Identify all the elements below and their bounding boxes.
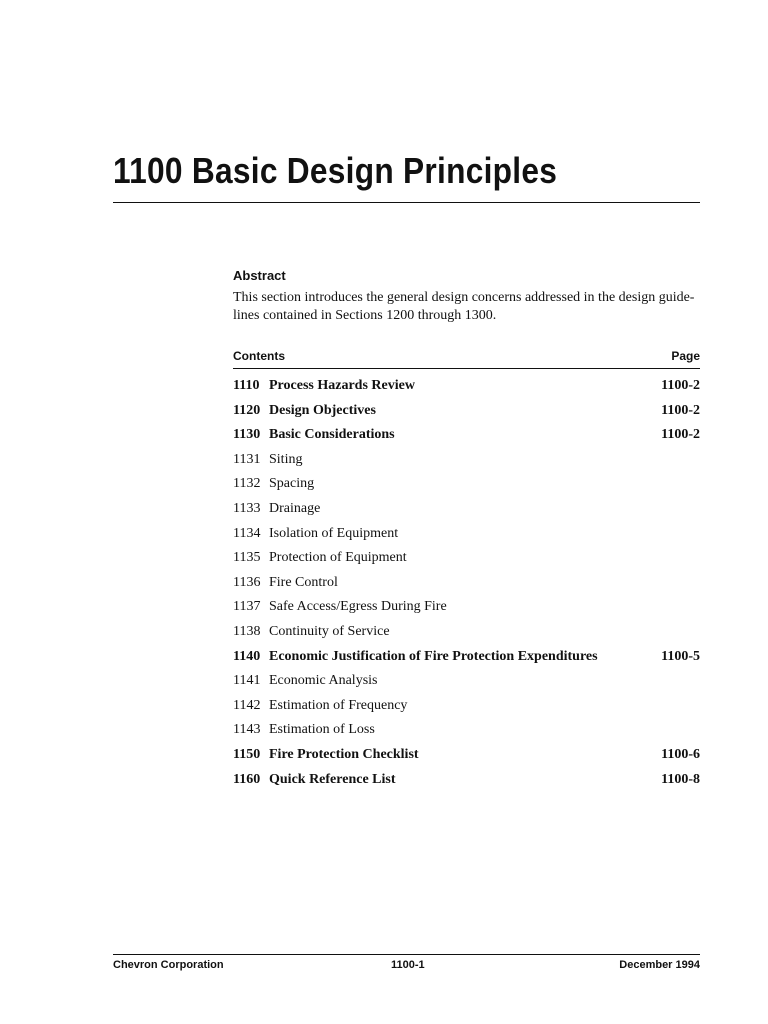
toc-entry-title: Protection of Equipment xyxy=(269,550,407,566)
footer-divider xyxy=(113,954,700,955)
toc-entry-number: 1133 xyxy=(233,500,261,516)
toc-entry-title: Design Objectives xyxy=(269,402,376,418)
toc-entry-number: 1150 xyxy=(233,746,261,762)
toc-entry-page: 1100-2 xyxy=(661,427,700,443)
toc-entry-number: 1138 xyxy=(233,623,261,639)
toc-entry-number: 1142 xyxy=(233,697,261,713)
toc-entry xyxy=(233,598,700,623)
toc-entry-page: 1100-6 xyxy=(661,746,700,762)
page-column-label: Page xyxy=(671,349,700,363)
toc-entry-title: Fire Protection Checklist xyxy=(269,746,419,762)
toc-entry-title: Spacing xyxy=(269,476,315,492)
toc-entry-title: Process Hazards Review xyxy=(269,378,415,393)
table-of-contents xyxy=(233,377,700,795)
toc-entry xyxy=(233,500,700,525)
toc-entry-title: Continuity of Service xyxy=(269,623,390,639)
toc-entry-title: Estimation of Frequency xyxy=(269,697,408,713)
contents-label: Contents xyxy=(233,349,285,363)
toc-entry-number: 1160 xyxy=(233,771,261,787)
toc-entry xyxy=(233,721,700,746)
footer-company: Chevron Corporation xyxy=(113,959,224,971)
toc-entry-number: 1140 xyxy=(233,648,261,664)
toc-entry xyxy=(233,451,700,476)
toc-entry-title: Economic Analysis xyxy=(269,673,378,689)
toc-entry xyxy=(233,697,700,722)
toc-entry-number: 1136 xyxy=(233,574,261,590)
toc-entry-title: Basic Considerations xyxy=(269,427,395,443)
toc-entry-number: 1120 xyxy=(233,402,261,418)
contents-header xyxy=(233,349,700,367)
toc-entry-title: Economic Justification of Fire Protection Expenditures xyxy=(269,648,598,664)
toc-entry-page: 1100-2 xyxy=(661,378,700,393)
toc-entry xyxy=(233,549,700,574)
toc-entry-page: 1100-2 xyxy=(661,402,700,418)
toc-entry-title: Siting xyxy=(269,451,303,467)
page-title: 1100 Basic Design Principles xyxy=(113,150,558,191)
toc-entry-title: Estimation of Loss xyxy=(269,722,375,738)
toc-entry-number: 1137 xyxy=(233,599,261,615)
title-divider xyxy=(113,202,700,203)
toc-entry-number: 1132 xyxy=(233,476,261,492)
footer-page-number: 1100-1 xyxy=(391,959,425,971)
toc-entry xyxy=(233,672,700,697)
toc-entry-title: Quick Reference List xyxy=(269,771,396,787)
toc-entry-title: Isolation of Equipment xyxy=(269,525,399,541)
toc-entry xyxy=(233,402,700,427)
toc-entry-number: 1143 xyxy=(233,722,261,738)
toc-entry-number: 1135 xyxy=(233,550,261,566)
footer-date: December 1994 xyxy=(619,959,700,971)
toc-entry xyxy=(233,623,700,648)
toc-entry-number: 1134 xyxy=(233,525,261,541)
abstract-heading: Abstract xyxy=(233,268,286,283)
toc-entry xyxy=(233,525,700,550)
toc-entry-number: 1110 xyxy=(233,378,260,393)
abstract-body: This section introduces the general design concerns addressed in the design guide-lines contained in Sections 1200 through 1300. xyxy=(233,290,695,323)
toc-entry-number: 1131 xyxy=(233,451,261,467)
toc-entry xyxy=(233,426,700,451)
toc-entry-title: Fire Control xyxy=(269,574,338,590)
page-footer xyxy=(113,959,700,975)
toc-entry-page: 1100-5 xyxy=(661,648,700,664)
contents-divider xyxy=(233,368,700,369)
toc-entry-title: Safe Access/Egress During Fire xyxy=(269,599,447,615)
toc-entry xyxy=(233,377,700,402)
toc-entry xyxy=(233,574,700,599)
toc-entry-title: Drainage xyxy=(269,500,321,516)
toc-entry xyxy=(233,648,700,673)
toc-entry xyxy=(233,771,700,796)
toc-entry-number: 1130 xyxy=(233,427,261,443)
toc-entry-number: 1141 xyxy=(233,673,261,689)
toc-entry xyxy=(233,746,700,771)
toc-entry-page: 1100-8 xyxy=(661,771,700,787)
toc-entry xyxy=(233,475,700,500)
